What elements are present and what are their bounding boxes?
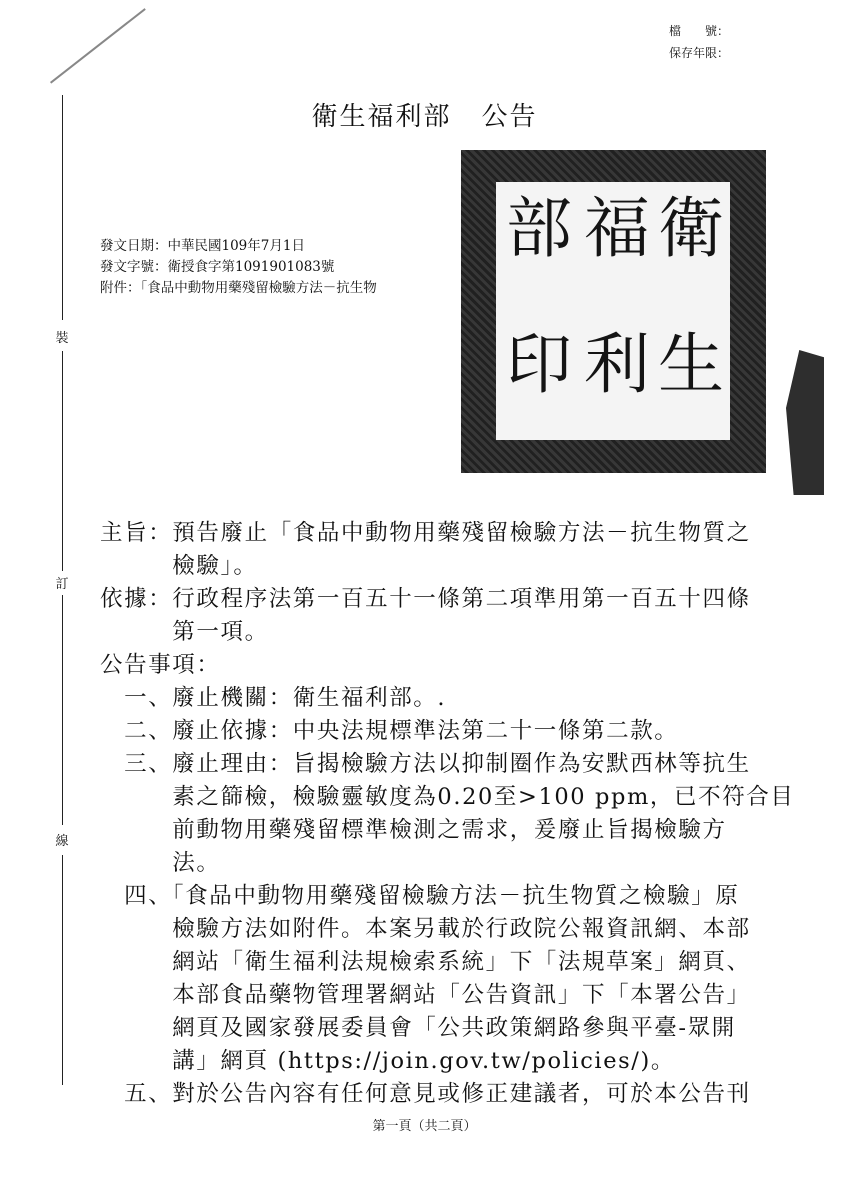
seal-face bbox=[496, 182, 730, 440]
body-line: 檢驗方法如附件。本案另載於行政院公報資訊網、本部 bbox=[100, 916, 751, 942]
binding-char-xian: 線 bbox=[52, 830, 72, 849]
body-line: 依據：行政程序法第一百五十一條第二項準用第一百五十四條 bbox=[100, 586, 751, 612]
scan-corner-mark bbox=[50, 8, 146, 83]
retention-period-label: 保存年限： bbox=[668, 46, 729, 60]
page-number: 第一頁（共二頁） bbox=[372, 1119, 477, 1134]
body-line: 四、「食品中動物用藥殘留檢驗方法－抗生物質之檢驗」原 bbox=[100, 883, 740, 909]
body-line: 五、對於公告內容有任何意見或修正建議者，可於本公告刊 bbox=[100, 1081, 751, 1107]
body-line: 網站「衛生福利法規檢索系統」下「法規草案」網頁、 bbox=[100, 949, 751, 975]
body-line: 講」網頁 (https://join.gov.tw/policies/)。 bbox=[100, 1048, 675, 1074]
body-line: 第一項。 bbox=[100, 619, 269, 645]
body-line: 三、廢止理由：旨揭檢驗方法以抑制圈作為安默西林等抗生 bbox=[100, 751, 751, 777]
issue-date: 發文日期：中華民國109年7月1日 bbox=[100, 238, 305, 254]
body-line: 法。 bbox=[100, 850, 221, 876]
issuing-agency: 衛生福利部 bbox=[311, 102, 452, 132]
seal-char: 衛 bbox=[658, 190, 724, 267]
body-line: 檢驗」。 bbox=[100, 553, 258, 579]
body-line: 網頁及國家發展委員會「公共政策網路參與平臺-眾開 bbox=[100, 1015, 736, 1041]
body-line: 一、廢止機關：衛生福利部。. bbox=[100, 685, 447, 711]
reference-number: 發文字號：衛授食字第1091901083號 bbox=[100, 259, 335, 275]
official-seal bbox=[461, 150, 766, 473]
document-type: 公告 bbox=[481, 102, 538, 132]
file-number-label: 檔 號： bbox=[668, 24, 729, 38]
body-line: 素之篩檢，檢驗靈敏度為0.20至>100 ppm，已不符合目 bbox=[100, 784, 795, 810]
body-line: 本部食品藥物管理署網站「公告資訊」下「本署公告」 bbox=[100, 982, 751, 1008]
seal-char: 印 bbox=[506, 326, 572, 403]
binding-char-zhuang: 裝 bbox=[52, 327, 72, 346]
binding-line bbox=[52, 95, 72, 1085]
body-line: 公告事項： bbox=[100, 652, 221, 678]
body-line: 二、廢止依據：中央法規標準法第二十一條第二款。 bbox=[100, 718, 679, 744]
seal-char: 福 bbox=[584, 190, 650, 267]
binding-char-ding: 訂 bbox=[52, 573, 72, 592]
seal-char: 利 bbox=[584, 326, 650, 403]
body-line: 主旨：預告廢止「食品中動物用藥殘留檢驗方法－抗生物質之 bbox=[100, 520, 751, 546]
body-line: 前動物用藥殘留標準檢測之需求，爰廢止旨揭檢驗方 bbox=[100, 817, 727, 843]
scan-edge-artifact bbox=[786, 350, 824, 495]
attachment-line: 附件：「食品中動物用藥殘留檢驗方法－抗生物 bbox=[100, 280, 377, 296]
seal-char: 生 bbox=[658, 326, 724, 403]
page-title bbox=[0, 96, 849, 133]
seal-char: 部 bbox=[506, 190, 572, 267]
